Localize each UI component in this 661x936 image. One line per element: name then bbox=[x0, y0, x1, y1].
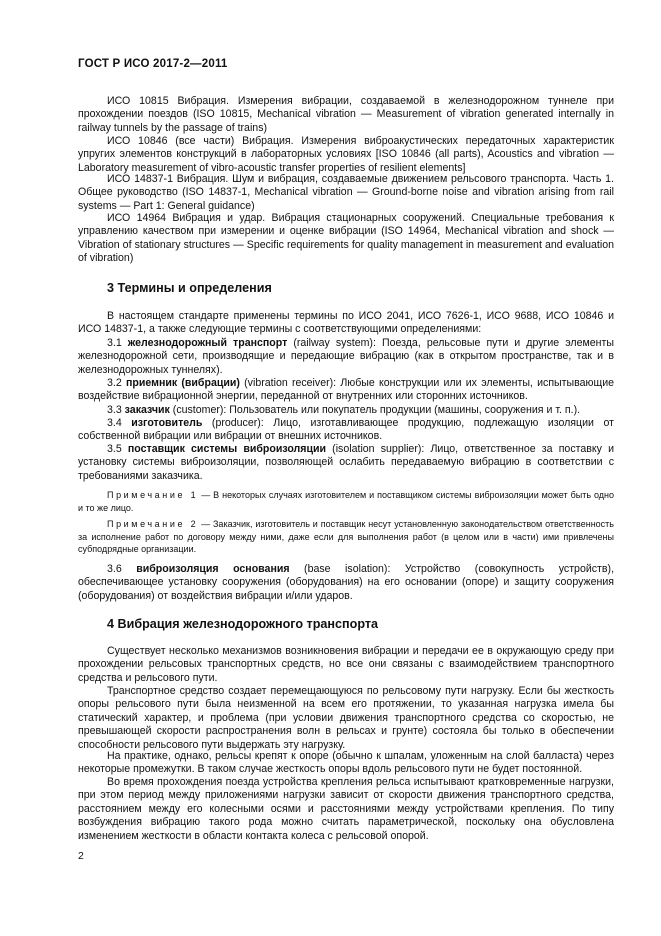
section-4-heading: 4 Вибрация железнодорожного транспорта bbox=[107, 617, 379, 631]
note-label: Примечание 1 bbox=[107, 490, 199, 500]
term-definition: (customer): Пользователь или покупатель продукции (машины, сооружения и т. п.). bbox=[169, 404, 581, 416]
section-3-heading: 3 Термины и определения bbox=[107, 281, 272, 295]
term-definition: (isolation supplier): Лицо, ответственное за поставку и установку системы виброизоляции, позволяющей ослабить передаваемую вибрацию в соответствии с требованиями заказчика. bbox=[78, 443, 615, 482]
section-4-paragraph: Существует несколько механизмов возникновения вибрации и передачи ее в окружающую среду при прохождении рельсовых транспортных средств, но все они связаны с взаимодействием транспортного средства и рельсового пути. bbox=[78, 645, 614, 684]
term-number: 3.2 bbox=[107, 377, 126, 389]
term-number: 3.1 bbox=[107, 337, 128, 349]
term-definition: (producer): Лицо, изготавливающее продукцию, подлежащую изоляции от собственной вибрации или вибрации от внешних источников. bbox=[78, 417, 614, 443]
term-number: 3.3 bbox=[107, 404, 125, 416]
term-name: виброизоляция основания bbox=[136, 563, 290, 575]
reference-iso-14964: ИСО 14964 Вибрация и удар. Вибрация стационарных сооружений. Специальные требования к управлению качеством при измерении и оценке вибрации (ISO 14964, Mechanical vibration and shock — Vibration of stationary structures — Specific requirements for quality management in measurement and evaluation of vibration) bbox=[78, 212, 614, 265]
term-name: изготовитель bbox=[131, 417, 203, 429]
term-number: 3.5 bbox=[107, 443, 128, 455]
document-header: ГОСТ Р ИСО 2017-2—2011 bbox=[78, 58, 228, 70]
section-3-intro: В настоящем стандарте применены термины по ИСО 2041, ИСО 7626-1, ИСО 9688, ИСО 10846 и ИСО 14837-1, а также следующие термины с соответствующими определениями: bbox=[78, 310, 614, 336]
term-number: 3.4 bbox=[107, 417, 132, 429]
reference-iso-14837-1: ИСО 14837-1 Вибрация. Шум и вибрация, создаваемые движением рельсового транспорта. Часть 1. Общее руководство (ISO 14837-1, Mechanical vibration — Ground-borne noise and vibration arising from rail systems — Part 1: General guidance) bbox=[78, 173, 614, 212]
note-text: — В некоторых случаях изготовителем и поставщиком системы виброизоляции может быть одно и то же лицо. bbox=[78, 490, 614, 513]
term-3-1 bbox=[78, 337, 614, 377]
term-3-5 bbox=[78, 443, 614, 483]
term-3-3 bbox=[78, 404, 614, 417]
reference-iso-10846: ИСО 10846 (все части) Вибрация. Измерения виброакустических передаточных характеристик упругих элементов конструкций в лабораторных условиях [ISO 10846 (all parts), Acoustics and vibration — Laboratory measurement of vibro-acoustic transfer properties of resilient elements] bbox=[78, 135, 614, 174]
note-2 bbox=[78, 518, 614, 556]
term-definition: (vibration receiver): Любые конструкции или их элементы, испытывающие воздействие вибрационной энергии, переданной от внутренних или сторонних источников. bbox=[78, 377, 615, 403]
term-name: заказчик bbox=[124, 404, 170, 416]
term-3-2 bbox=[78, 377, 614, 404]
reference-iso-10815: ИСО 10815 Вибрация. Измерения вибрации, создаваемой в железнодорожном туннеле при прохождении поездов (ISO 10815, Mechanical vibration — Measurement of vibration generated internally in railway tunnels by the passage of trains) bbox=[78, 95, 614, 134]
term-definition: (railway system): Поезда, рельсовые пути и другие элементы железнодорожной сети, производящие и передающие вибрацию (как в открытом пространстве, так и в железнодорожных туннелях). bbox=[78, 337, 614, 376]
term-definition: (base isolation): Устройство (совокупность устройств), обеспечивающее установку сооружения (оборудования) на его основании (опоре) и защиту сооружения (оборудования) от воздействия вибрации и/или ударов. bbox=[78, 563, 615, 602]
term-name: приемник (вибрации) bbox=[125, 377, 240, 389]
note-label: Примечание 2 bbox=[107, 519, 199, 529]
section-4-paragraph: На практике, однако, рельсы крепят к опоре (обычно к шпалам, уложенным на слой балласта) через некоторые промежутки. В таком случае жесткость опоры вдоль рельсового пути не будет постоянной. bbox=[78, 750, 614, 776]
term-number: 3.6 bbox=[107, 563, 137, 575]
note-text: — Заказчик, изготовитель и поставщик несут установленную законодательством ответственность за исполнение работ по договору между ними, даже если для выполнения работ (в целом или в части) ими привлечены субподрядные организации. bbox=[78, 519, 614, 555]
term-name: поставщик системы виброизоляции bbox=[127, 443, 327, 455]
term-name: железнодорожный транспорт bbox=[127, 337, 288, 349]
term-3-4 bbox=[78, 417, 614, 444]
section-4-paragraph: Во время прохождения поезда устройства крепления рельса испытывают кратковременные нагрузки, при этом период между приложениями нагрузки зависит от скорости движения транспортного средства, расстоянием между его колесными осями и расстояниями между устройствами крепления. По типу возбуждения вибрацию такого рода можно считать параметрической, поскольку она обусловлена изменением жесткости в области контакта колеса с рельсовой опорой. bbox=[78, 776, 614, 842]
term-3-6 bbox=[78, 563, 614, 603]
note-1 bbox=[78, 489, 614, 514]
section-4-paragraph: Транспортное средство создает перемещающуюся по рельсовому пути нагрузку. Если бы жесткость опоры рельсового пути была неизменной на всем его протяжении, то указанная нагрузка имела бы статический характер, и проблема (при условии движения транспортного средства со скоростью, не превышающей скорости распространения волн в рельсах и грунте) состояла бы только в обеспечении способности рельсового пути выдержать эту нагрузку. bbox=[78, 685, 614, 751]
page-number: 2 bbox=[78, 850, 84, 862]
